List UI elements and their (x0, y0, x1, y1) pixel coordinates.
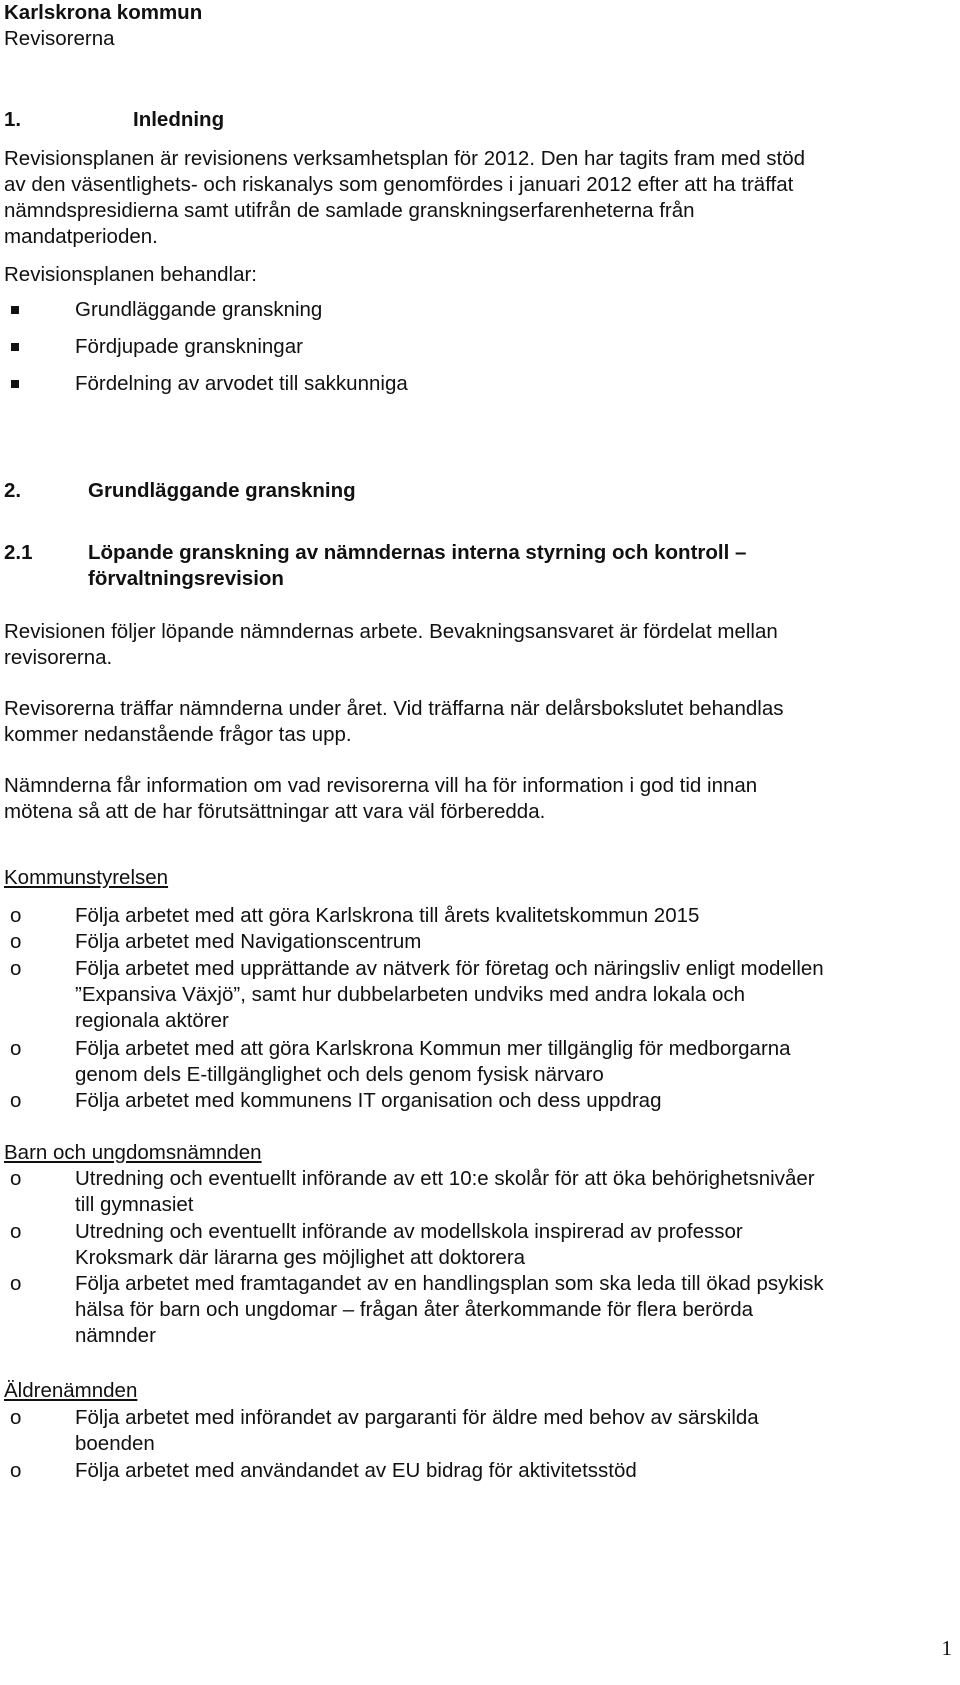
group-title-aldrenamnden: Äldrenämnden (4, 1379, 138, 1402)
list-item-text: Följa arbetet med att göra Karlskrona till årets kvalitetskommun 2015 (75, 904, 700, 927)
circle-bullet-icon: o (10, 1037, 22, 1060)
list-intro: Revisionsplanen behandlar: (4, 263, 258, 286)
circle-bullet-icon: o (10, 1220, 22, 1243)
list-item-text: Fördelning av arvodet till sakkunniga (75, 372, 408, 395)
circle-bullet-icon: o (10, 1406, 22, 1429)
list-item-text: Följa arbetet med kommunens IT organisation och dess uppdrag (75, 1089, 662, 1112)
circle-bullet-icon: o (10, 930, 22, 953)
department-name: Revisorerna (4, 27, 115, 50)
document-page: Karlskrona kommun Revisorerna 1. Inledning Revisionsplanen är revisionens verksamhetsplan för 2012. Den har tagits fram med stöd av den väsentlighets- och riskanalys som genomfördes i januari 2012 efter att ha träffat nämndspresidierna samt utifrån de samlade granskningserfarenheterna från mandatperioden. Revisionsplanen behandlar: Grundläggande granskning Fördjupade granskningar Fördelning av arvodet till sakkunniga 2. Grundläggande granskning 2.1 Löpande granskning av nämndernas interna styrning och kontroll – förvaltningsrevision Revisionen följer löpande nämndernas arbete. Bevakningsansvaret är fördelat mellan revisorerna. Revisorerna träffar nämnderna under året. Vid träffarna när delårsbokslutet behandlas kommer nedanstående frågor tas upp. Nämnderna får information om vad revisorerna vill ha för information i god tid innan mötena så att de har förutsättningar att vara väl förberedda. Kommunstyrelsen o Följa arbetet med att göra Karlskrona till årets kvalitetskommun 2015 o Följa arbetet med Navigationscentrum o Följa arbetet med upprättande av nätverk för företag och näringsliv enligt modellen ”Expansiva Växjö”, samt hur dubbelarbeten undviks med andra lokala och regionala aktörer o Följa arbetet med att göra Karlskrona Kommun mer tillgänglig för medborgarna genom dels E-tillgänglighet och dels genom fysisk närvaro o Följa arbetet med kommunens IT organisation och dess uppdrag Barn och ungdomsnämnden o Utredning och eventuellt införande av ett 10:e skolår för att öka behörighetsnivåer till gymnasiet o Utredning och eventuellt införande av modellskola inspirerad av professor Kroksmark där lärarna ges möjlighet att doktorera o Följa arbetet med framtagandet av en handlingsplan som ska leda till ökad psykisk hälsa för barn och ungdomar – frågan åter återkommande för flera berörda nämnder Äldrenämnden o Följa arbetet med införandet av pargaranti för äldre med behov av särskilda boenden o Följa arbetet med användandet av EU bidrag för aktivitetsstöd (4, 0, 954, 1685)
paragraph-line: Revisionen följer löpande nämndernas arbete. Bevakningsansvaret är fördelat mellan (4, 620, 778, 643)
list-item-text: Fördjupade granskningar (75, 335, 303, 358)
square-bullet-icon (11, 343, 19, 351)
circle-bullet-icon: o (10, 904, 22, 927)
paragraph-line: Revisionsplanen är revisionens verksamhetsplan för 2012. Den har tagits fram med stöd (4, 147, 806, 170)
page-number: 1 (941, 1636, 952, 1660)
circle-bullet-icon: o (10, 1167, 22, 1190)
list-item-text: Följa arbetet med användandet av EU bidrag för aktivitetsstöd (75, 1459, 637, 1482)
circle-bullet-icon: o (10, 1272, 22, 1295)
section-number: 2.1 (4, 541, 33, 564)
list-item-text: Följa arbetet med Navigationscentrum (75, 930, 422, 953)
group-title-barn-och-ungdomsnamnden: Barn och ungdomsnämnden (4, 1141, 262, 1164)
section-title-line: Löpande granskning av nämndernas interna styrning och kontroll – (88, 541, 747, 564)
paragraph-line: mandatperioden. (4, 225, 158, 248)
paragraph-line: mötena så att de har förutsättningar att vara väl förberedda. (4, 800, 546, 823)
list-item-text: Grundläggande granskning (75, 298, 323, 321)
org-name: Karlskrona kommun (4, 1, 203, 24)
circle-bullet-icon: o (10, 1089, 22, 1112)
paragraph-line: Nämnderna får information om vad revisorerna vill ha för information i god tid innan (4, 774, 758, 797)
section-title-line: förvaltningsrevision (88, 567, 284, 590)
section-number: 2. (4, 479, 22, 502)
section-title: Inledning (133, 108, 225, 131)
paragraph-line: nämndspresidierna samt utifrån de samlade granskningserfarenheterna från (4, 199, 695, 222)
circle-bullet-icon: o (10, 1459, 22, 1482)
paragraph-line: av den väsentlighets- och riskanalys som genomfördes i januari 2012 efter att ha träffat (4, 173, 794, 196)
section-title: Grundläggande granskning (88, 479, 356, 502)
paragraph-line: revisorerna. (4, 646, 113, 669)
square-bullet-icon (11, 380, 19, 388)
circle-bullet-icon: o (10, 957, 22, 980)
paragraph-line: kommer nedanstående frågor tas upp. (4, 723, 352, 746)
square-bullet-icon (11, 306, 19, 314)
paragraph-line: Revisorerna träffar nämnderna under året. Vid träffarna när delårsbokslutet behandlas (4, 697, 784, 720)
section-number: 1. (4, 108, 22, 131)
group-title-kommunstyrelsen: Kommunstyrelsen (4, 866, 169, 889)
